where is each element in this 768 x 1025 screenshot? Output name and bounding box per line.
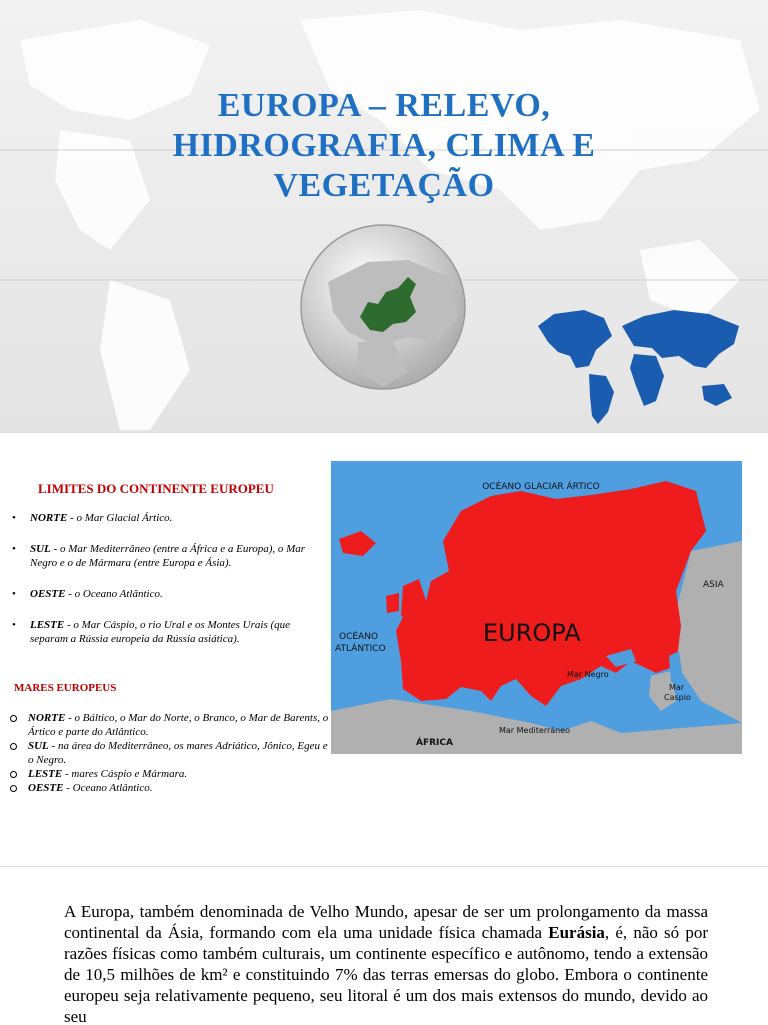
direction-label: OESTE — [30, 588, 66, 600]
title-line: HIDROGRAFIA, CLIMA E — [172, 127, 596, 164]
sea-text: - mares Cáspio e Mármara. — [62, 768, 188, 780]
sea-text: - Oceano Atlântico. — [63, 782, 153, 794]
list-item — [12, 542, 330, 570]
list-item — [8, 739, 330, 767]
sea-text: - na área do Mediterrâneo, os mares Adriático, Jônico, Egeu e o Negro. — [28, 740, 328, 766]
list-item — [8, 711, 330, 739]
limit-text: - o Mar Mediterrâneo (entre a África e a Europa), o Mar Negro e o de Mármara (entre Europa e Ásia). — [30, 543, 306, 569]
map-label-europa: EUROPA — [483, 619, 581, 647]
slide-title — [0, 0, 768, 432]
title-line: VEGETAÇÃO — [273, 167, 495, 204]
page-title — [100, 86, 668, 206]
title-line: EUROPA – RELEVO, — [217, 87, 551, 124]
limits-heading: LIMITES DO CONTINENTE EUROPEU — [38, 481, 274, 496]
list-item — [12, 587, 330, 601]
list-item — [12, 511, 330, 525]
map-label-africa: ÁFRICA — [416, 738, 453, 748]
slide-text — [0, 866, 768, 1025]
sea-text: - o Báltico, o Mar do Norte, o Branco, o Mar de Barents, o Ártico e parte do Atlântico. — [28, 712, 329, 738]
map-label-atlantic-2: ATLÁNTICO — [335, 644, 386, 654]
list-item — [8, 781, 330, 795]
slide-limits — [0, 432, 768, 865]
map-label-mediterranean: Mar Mediterráneo — [499, 726, 571, 735]
direction-label: LESTE — [28, 768, 63, 780]
direction-label: NORTE — [30, 512, 68, 524]
paragraph-bold-term: Eurásia — [548, 923, 605, 942]
map-label-caspian-2: Caspio — [664, 693, 691, 702]
direction-label: NORTE — [28, 712, 66, 724]
seas-list — [8, 711, 330, 795]
limits-list — [12, 511, 330, 663]
map-label-arctic: OCÉANO GLACIAR ÁRTICO — [482, 482, 600, 492]
list-item — [12, 618, 330, 646]
world-map-image — [534, 296, 744, 426]
direction-label: OESTE — [28, 782, 64, 794]
direction-label: SUL — [28, 740, 49, 752]
list-item — [8, 767, 330, 781]
limit-text: - o Mar Cáspio, o rio Ural e os Montes Urais (que separam a Rússia europeia da Rússia asiática). — [30, 619, 291, 645]
limit-text: - o Oceano Atlântico. — [65, 588, 163, 600]
body-paragraph — [64, 901, 708, 1025]
direction-label: LESTE — [30, 619, 65, 631]
limit-text: - o Mar Glacial Ártico. — [67, 512, 173, 524]
ireland — [386, 593, 399, 613]
europe-map — [331, 461, 742, 754]
paragraph-text: A Europa, também denominada de Velho Mundo, apesar de ser um prolongamento da massa continental da Ásia, formando com ela uma unidade física chamada — [64, 902, 708, 942]
europe-globe-image — [298, 222, 468, 392]
map-label-asia: ASIA — [703, 580, 724, 590]
seas-heading: MARES EUROPEUS — [14, 682, 117, 694]
paragraph-text: , é, não só por razões físicas como também culturais, um continente específico e autônomo, tendo a extensão de 10,5 milhões de km² e constituindo 7% das terras emersas do globo. Embora o continente europeu seja relativamente pequeno, seu litoral é um dos mais extensos do mundo, devido ao seu — [64, 923, 708, 1025]
map-label-caspian-1: Mar — [669, 683, 685, 692]
map-label-atlantic-1: OCÉANO — [339, 632, 379, 642]
direction-label: SUL — [30, 543, 51, 555]
map-label-black-sea: Mar Negro — [567, 670, 609, 679]
